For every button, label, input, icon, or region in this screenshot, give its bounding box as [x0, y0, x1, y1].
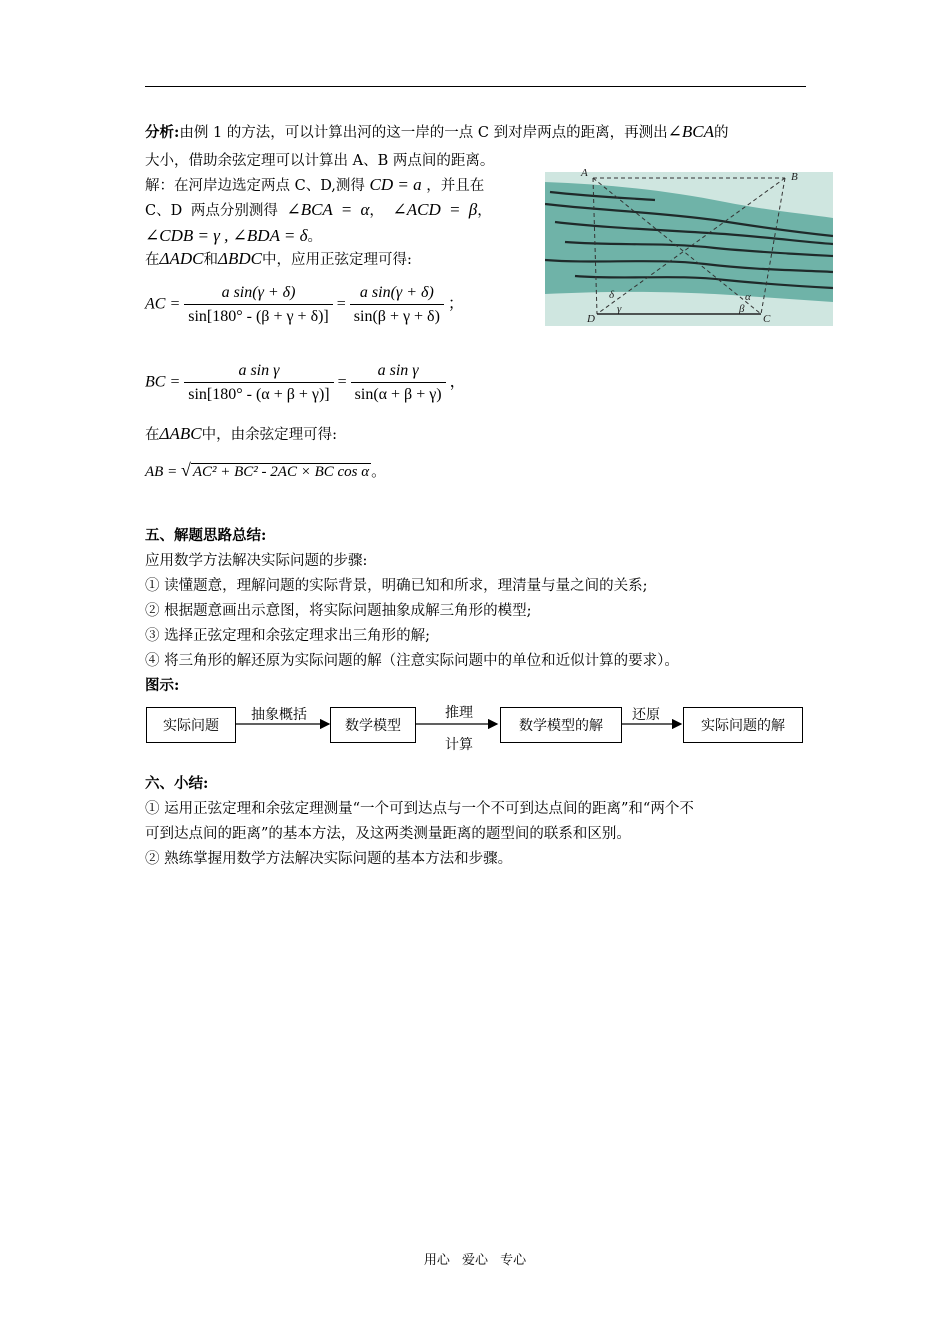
cd-eq-a: CD = a [369, 175, 422, 194]
diagram-label: 图示: [145, 677, 180, 694]
solution-text: 解：在河岸边选定两点 C、D,测得 [145, 178, 365, 194]
step-3: ③ 选择正弦定理和余弦定理求出三角形的解; [145, 628, 430, 644]
angle-alpha: ∠BCA = α [286, 200, 370, 219]
numerator: a sin(γ + δ) [184, 284, 333, 305]
point-c-label: C [763, 313, 771, 325]
summary-1a: ① 运用正弦定理和余弦定理测量“一个可到达点与一个不可到达点间的距离”和“两个不 [145, 801, 694, 817]
solution-text: 和 [203, 252, 218, 268]
numerator: a sin γ [184, 362, 333, 383]
analysis-text-a: 由例 1 的方法，可以计算出河的这一岸的一点 C 到对岸两点的距离，再测出 [179, 125, 668, 141]
denominator: sin[180° - (α + β + γ)] [188, 386, 330, 403]
flow-label-reason: 推理 [445, 705, 473, 721]
analysis-line-2: 大小，借助余弦定理可以计算出 A、B 两点间的距离。 [145, 153, 495, 169]
section6-title: 六、小结: [145, 775, 209, 792]
solution-text: C、D 两点分别测得 [145, 203, 278, 219]
point-d-label: D [587, 313, 595, 325]
solution-line-4 [145, 249, 412, 270]
denominator: sin(α + β + γ) [354, 386, 442, 403]
formula-end: ， [449, 373, 466, 391]
triangle-adc: ΔADC [159, 249, 204, 268]
formula-ac: AC = $\frac{\text{a sin(γ + δ)}}{\sin[180^\circ - (\beta + \gamma + \delta)]}$ = $\frac{\text{a sin(γ + δ)}}{\sin(\beta + \gamma + \delta)}$ ； [145, 284, 464, 325]
formula-bc: BC = $\frac{\text{a sin γ}}{\sin[180^\circ - (\alpha + \beta + \gamma)]}$ = $\frac{\text{a sin γ}}{\sin(\alpha + \beta + \gamma)}$ ， [145, 362, 466, 403]
angle-beta: ∠ACD = β [392, 200, 478, 219]
section5-title: 五、解题思路总结: [145, 527, 267, 544]
triangle-bdc: ΔBDC [217, 249, 262, 268]
numerator: a sin(γ + δ) [350, 284, 444, 305]
solution-text: 中，应用正弦定理可得: [261, 252, 412, 268]
radicand: AC² + BC² - 2AC × BC cos α [192, 464, 370, 480]
point-b-label: B [791, 171, 798, 183]
fraction [351, 362, 446, 404]
summary-1b: 可到达点间的距离”的基本方法，及这两类测量距离的题型间的联系和区别。 [145, 826, 631, 842]
angle-bca: ∠BCA [667, 122, 714, 141]
solution-text: ，并且在 [426, 178, 485, 194]
flow-box-math-model: 数学模型 [330, 707, 416, 743]
fraction [350, 284, 444, 326]
text: 中，由余弦定理可得: [201, 427, 337, 443]
fraction [184, 362, 333, 404]
triangle-abc: ΔABC [159, 424, 202, 443]
alpha-label: α [745, 291, 751, 303]
delta-label: δ [609, 289, 615, 301]
solution-line-3 [145, 226, 322, 247]
analysis-text-b: 的 [713, 125, 729, 141]
flow-label-compute: 计算 [445, 737, 473, 753]
analysis-line-1 [145, 122, 728, 143]
analysis-label: 分析: [145, 124, 180, 141]
point-a-label: A [581, 167, 588, 179]
header-rule [145, 86, 806, 87]
flow-box-real-solution: 实际问题的解 [683, 707, 803, 743]
gamma-label: γ [617, 303, 622, 315]
denominator: sin[180° - (β + γ + δ)] [188, 308, 329, 325]
text: 在 [145, 427, 160, 443]
beta-label: β [739, 303, 745, 315]
fraction [184, 284, 333, 326]
flow-box-model-solution: 数学模型的解 [500, 707, 622, 743]
step-2: ② 根据题意画出示意图，将实际问题抽象成解三角形的模型; [145, 603, 532, 619]
numerator: a sin γ [351, 362, 446, 383]
formula-lhs: BC = [145, 373, 181, 391]
sqrt-icon: √ [180, 460, 191, 480]
section5-intro: 应用数学方法解决实际问题的步骤: [145, 553, 368, 569]
formula-end: 。 [371, 464, 387, 480]
step-1: ① 读懂题意，理解问题的实际背景，明确已知和所求，理清量与量之间的关系; [145, 578, 648, 594]
flow-label-restore: 还原 [632, 707, 660, 723]
step-4: ④ 将三角形的解还原为实际问题的解（注意实际问题中的单位和近似计算的要求）。 [145, 653, 679, 669]
formula-lhs: AC = [145, 295, 181, 313]
flow-box-real-problem: 实际问题 [146, 707, 236, 743]
solution-line-2: C、D 两点分别测得 ∠BCA = α， ∠ACD = β， [145, 200, 492, 219]
flow-label-abstract: 抽象概括 [251, 707, 307, 723]
formula-ab [145, 460, 386, 481]
solution-text: 在 [145, 252, 160, 268]
denominator: sin(β + γ + δ) [353, 308, 440, 325]
formula-lhs: AB = [145, 464, 178, 480]
summary-2: ② 熟练掌握用数学方法解决实际问题的基本方法和步骤。 [145, 851, 513, 867]
angle-gamma-delta: ∠CDB = γ , ∠BDA = δ [145, 226, 308, 245]
formula-end: ； [447, 295, 464, 313]
abc-line [145, 424, 337, 445]
page-footer: 用心 爱心 专心 [423, 1253, 527, 1268]
solution-line-1 [145, 175, 484, 196]
river-figure [545, 162, 833, 326]
period: 。 [307, 229, 323, 245]
